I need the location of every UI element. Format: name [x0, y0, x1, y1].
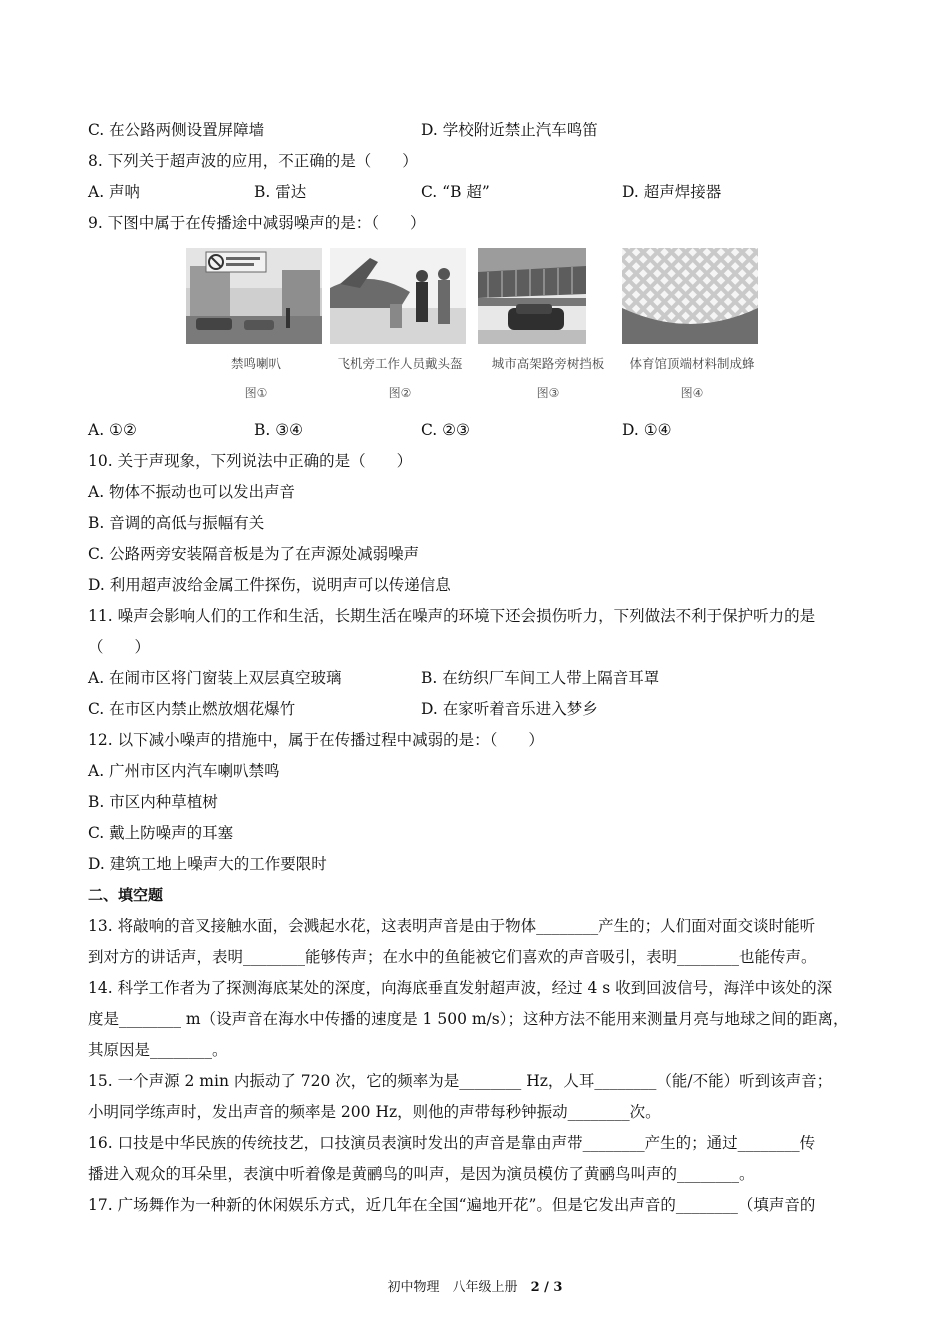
q9-figure-1-label: 图①: [244, 386, 268, 400]
q9-stem: 9. 下图中属于在传播途中减弱噪声的是：（ ）: [88, 214, 426, 232]
q9-option-d: D. ①④: [622, 421, 672, 439]
q8-option-d: D. 超声焊接器: [622, 183, 722, 201]
section-heading-fill-in: 二、填空题: [88, 886, 164, 904]
q10-option-a: A. 物体不振动也可以发出声音: [88, 483, 296, 501]
q9-figure-2: [330, 248, 470, 401]
q11-options-row-1: [88, 668, 866, 688]
q9-option-a: A. ①②: [88, 421, 137, 439]
q15-line-2: 小明同学练声时，发出声音的频率是 200 Hz，则他的声带每秒钟振动________次。: [88, 1103, 661, 1121]
footer-course: 初中物理 八年级上册: [387, 1280, 531, 1295]
q15-line-1: 15. 一个声源 2 min 内振动了 720 次，它的频率为是________ Hz，人耳________（能/不能）听到该声音；: [88, 1072, 833, 1090]
q7-options-row: [88, 120, 866, 140]
q9-option-c: C. ②③: [421, 421, 470, 439]
q10-stem: 10. 关于声现象，下列说法中正确的是（ ）: [88, 452, 413, 470]
q11-options-row-2: [88, 699, 866, 719]
q12-stem: 12. 以下减小噪声的措施中，属于在传播过程中减弱的是：（ ）: [88, 731, 544, 749]
q9-option-b: B. ③④: [254, 421, 304, 439]
q11-option-d: D. 在家听着音乐进入梦乡: [421, 700, 598, 718]
honeycomb-ceiling-photo: [622, 248, 758, 344]
q9-figure-4-label: 图④: [680, 386, 704, 400]
q11-option-b: B. 在纺织厂车间工人带上隔音耳罩: [421, 669, 660, 687]
q17-line-1: 17. 广场舞作为一种新的休闲娱乐方式，近几年在全国“遍地开花”。但是它发出声音的________（填声音的: [88, 1196, 816, 1214]
q12-option-b: B. 市区内种草植树: [88, 793, 218, 811]
q9-options-row: [88, 420, 866, 440]
q7-option-d: D. 学校附近禁止汽车鸣笛: [421, 121, 598, 139]
q8-option-a: A. 声呐: [88, 183, 141, 201]
q14-line-2: 度是________ m（设声音在海水中传播的速度是 1 500 m/s）；这种方法不能用来测量月亮与地球之间的距离，: [88, 1010, 849, 1028]
q8-stem: 8. 下列关于超声波的应用，不正确的是（ ）: [88, 152, 418, 170]
airport-worker-photo: [330, 248, 466, 344]
q8-options-row: [88, 182, 866, 202]
q9-figure-4-caption: 体育馆顶端材料制成蜂: [629, 356, 755, 371]
q9-figure-1-caption: 禁鸣喇叭: [230, 356, 281, 371]
q10-option-b: B. 音调的高低与振幅有关: [88, 514, 265, 532]
q7-option-c: C. 在公路两侧设置屏障墙: [88, 121, 265, 139]
q9-figure-1: [186, 248, 326, 401]
q14-line-1: 14. 科学工作者为了探测海底某处的深度，向海底垂直发射超声波，经过 4 s 收到回波信号，海洋中该处的深: [88, 979, 833, 997]
footer-page-number: 2 / 3: [530, 1280, 563, 1295]
q12-option-c: C. 戴上防噪声的耳塞: [88, 824, 234, 842]
q9-figure-2-caption: 飞机旁工作人员戴头盔: [337, 356, 463, 371]
q8-option-c: C. “B 超”: [421, 183, 490, 201]
q11-option-a: A. 在闹市区将门窗装上双层真空玻璃: [88, 669, 342, 687]
noise-barrier-photo: [478, 248, 586, 344]
q9-figure-3-label: 图③: [536, 386, 560, 400]
q11-option-c: C. 在市区内禁止燃放烟花爆竹: [88, 700, 296, 718]
q9-figure-2-label: 图②: [388, 386, 412, 400]
q10-option-d: D. 利用超声波给金属工件探伤，说明声可以传递信息: [88, 576, 451, 594]
q8-option-b: B. 雷达: [254, 183, 307, 201]
q14-line-3: 其原因是________。: [88, 1041, 228, 1059]
q10-option-c: C. 公路两旁安装隔音板是为了在声源处减弱噪声: [88, 545, 420, 563]
q11-stem-bracket: （ ）: [88, 638, 151, 656]
q16-line-2: 播进入观众的耳朵里，表演中听着像是黄鹂鸟的叫声，是因为演员模仿了黄鹂鸟叫声的________。: [88, 1165, 755, 1183]
q9-figure-3-caption: 城市高架路旁树挡板: [491, 356, 605, 371]
q13-line-2: 到对方的讲话声，表明________能够传声；在水中的鱼能被它们喜欢的声音吸引，表明________也能传声。: [88, 948, 817, 966]
q12-option-a: A. 广州市区内汽车喇叭禁鸣: [88, 762, 280, 780]
q16-line-1: 16. 口技是中华民族的传统技艺，口技演员表演时发出的声音是靠由声带________产生的；通过________传: [88, 1134, 816, 1152]
no-honking-photo: [186, 248, 322, 344]
page-footer: [0, 1276, 950, 1295]
q9-figure-4: [622, 248, 762, 401]
q9-figure-strip: [186, 248, 766, 408]
q11-stem: 11. 噪声会影响人们的工作和生活，长期生活在噪声的环境下还会损伤听力，下列做法不利于保护听力的是: [88, 607, 816, 625]
q13-line-1: 13. 将敲响的音叉接触水面，会溅起水花，这表明声音是由于物体________产生的；人们面对面交谈时能听: [88, 917, 816, 935]
q12-option-d: D. 建筑工地上噪声大的工作要限时: [88, 855, 327, 873]
q9-figure-3: [478, 248, 618, 401]
